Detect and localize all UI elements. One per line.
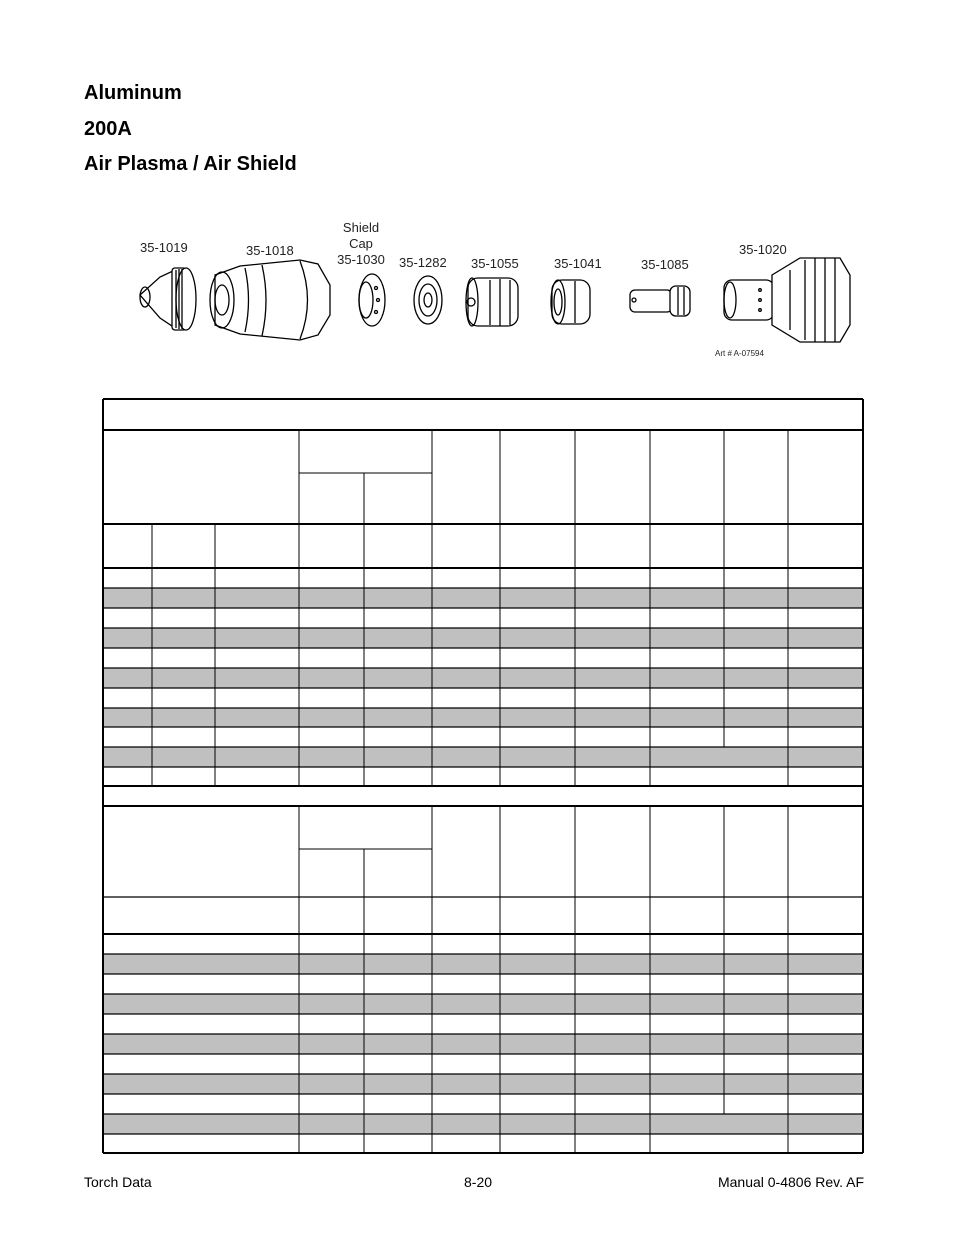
shaded-row-lower xyxy=(103,994,863,1014)
part-label-35-1018: 35-1018 xyxy=(246,243,294,258)
shaded-row-lower xyxy=(103,1034,863,1054)
part-label-35-1020: 35-1020 xyxy=(739,242,787,257)
part-label-35-1041: 35-1041 xyxy=(554,256,602,271)
part-label-35-1030: 35-1030 xyxy=(337,252,385,267)
shaded-row-upper xyxy=(103,708,863,727)
shield-cap-label-line1: Shield xyxy=(342,220,380,235)
amperage-heading: 200A xyxy=(84,118,132,140)
shaded-row-upper xyxy=(103,628,863,648)
shaded-row-upper xyxy=(103,747,863,767)
part-label-35-1019: 35-1019 xyxy=(140,240,188,255)
shaded-row-lower xyxy=(103,954,863,974)
shield-cap-label-line2: Cap xyxy=(349,236,373,251)
part-label-35-1282: 35-1282 xyxy=(399,255,447,270)
shaded-row-upper xyxy=(103,668,863,688)
footer-section: Torch Data xyxy=(84,1174,152,1190)
material-heading: Aluminum xyxy=(84,82,182,104)
table-row-shading xyxy=(103,588,863,1134)
part-label-35-1055: 35-1055 xyxy=(471,256,519,271)
shaded-row-lower xyxy=(103,1074,863,1094)
shaded-row-lower xyxy=(103,1114,863,1134)
art-number: Art # A-07594 xyxy=(715,349,764,358)
footer-manual-revision: Manual 0-4806 Rev. AF xyxy=(717,1174,864,1190)
shaded-row-upper xyxy=(103,588,863,608)
footer-page-number: 8-20 xyxy=(464,1174,493,1190)
part-label-35-1085: 35-1085 xyxy=(641,257,689,272)
gas-heading: Air Plasma / Air Shield xyxy=(84,153,297,175)
